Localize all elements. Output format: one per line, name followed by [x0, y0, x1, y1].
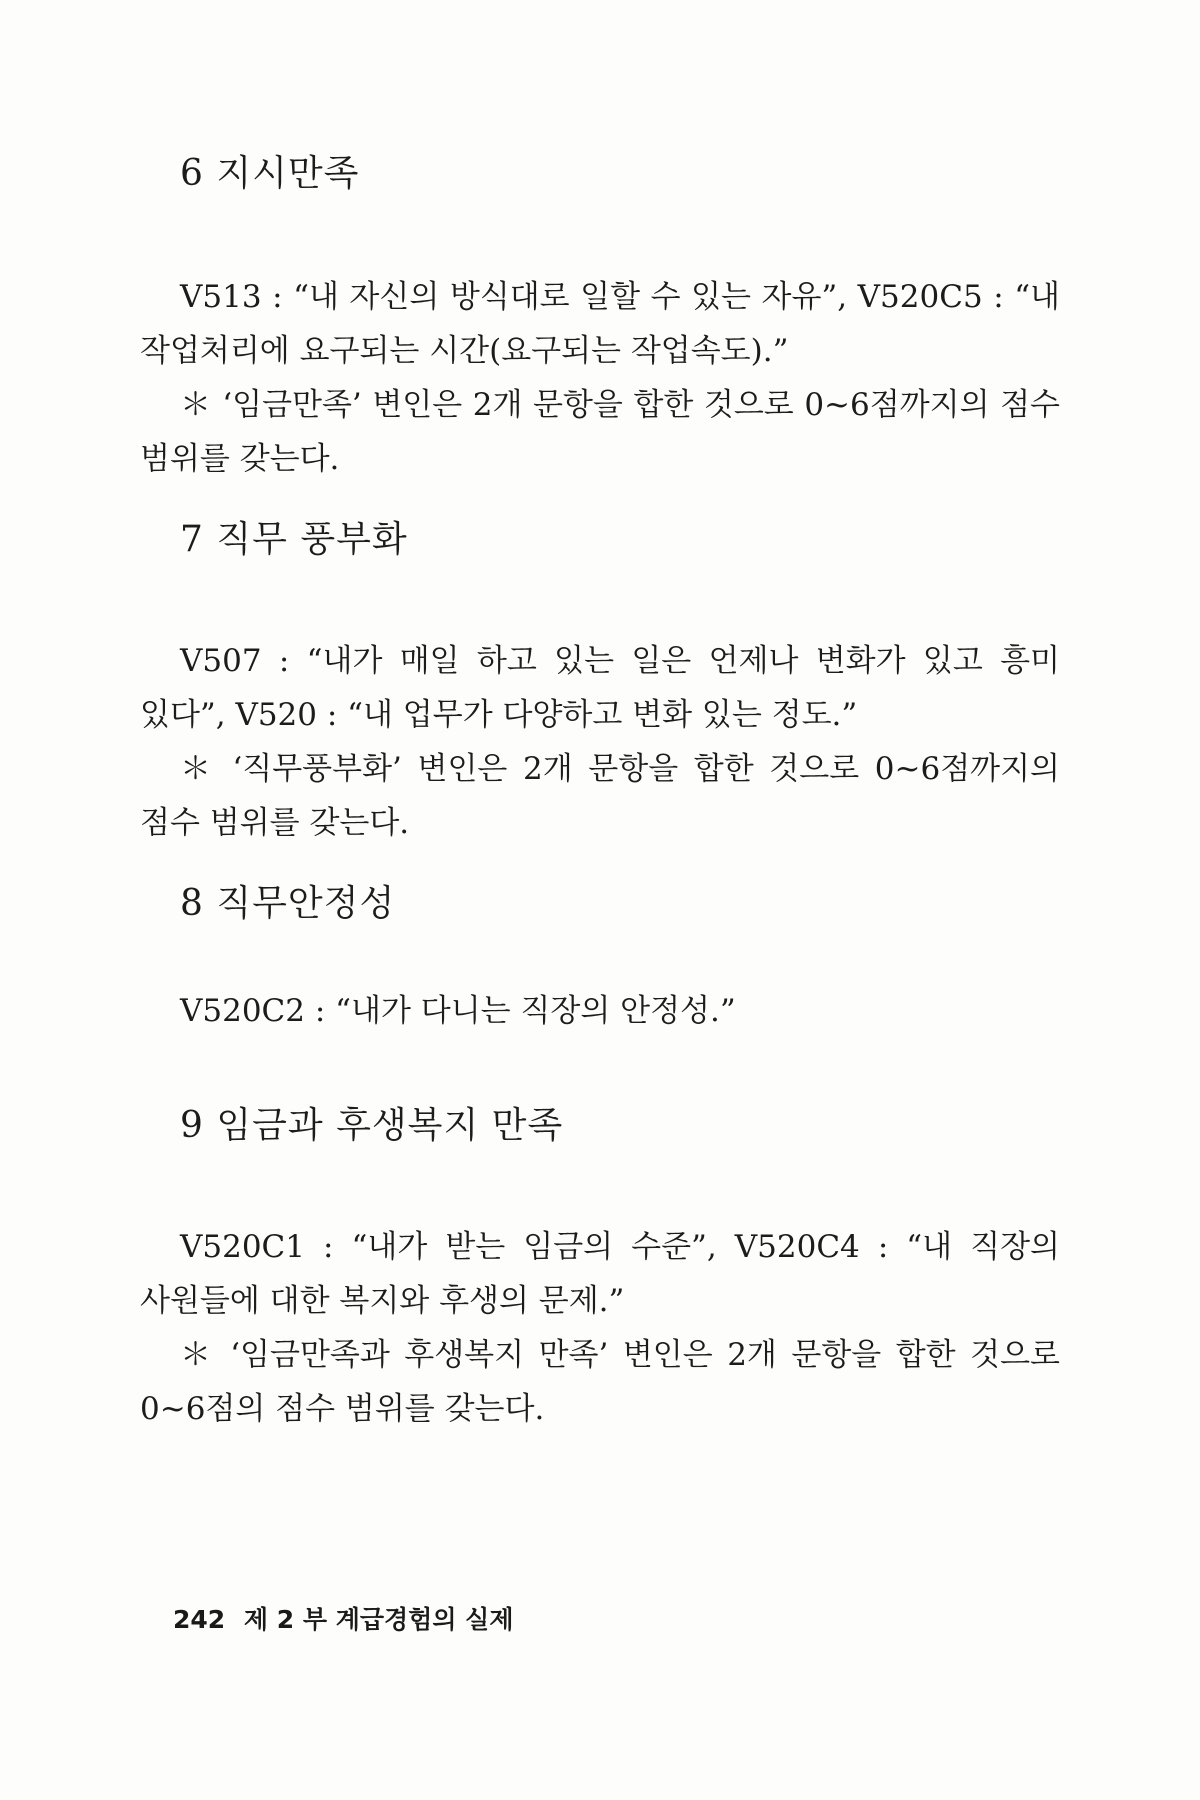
section-heading: 9 임금과 후생복지 만족 [180, 1105, 564, 1146]
section-7 [140, 518, 1060, 850]
section-heading: 6 지시만족 [180, 153, 360, 194]
section-paragraph: V507 : “내가 매일 하고 있는 일은 언제나 변화가 있고 흥미 있다”, V520 : “내 업무가 다양하고 변화 있는 정도.” [140, 643, 1060, 733]
section-6 [140, 152, 1060, 486]
section-paragraph: V513 : “내 자신의 방식대로 일할 수 있는 자유”, V520C5 : “내 작업처리에 요구되는 시간(요구되는 작업속도).” [140, 279, 1060, 369]
page-footer [173, 1600, 513, 1636]
section-paragraph: V520C2 : “내가 다니는 직장의 안정성.” [180, 993, 736, 1029]
section-8 [140, 882, 1060, 1038]
section-heading: 7 직무 풍부화 [180, 519, 408, 560]
section-note: ＊ ‘임금만족과 후생복지 만족’ 변인은 2개 문항을 합한 것으로 0~6점의 점수 범위를 갖는다. [140, 1337, 1060, 1427]
running-title: 제 2 부 계급경험의 실제 [243, 1605, 514, 1634]
section-note: ＊ ‘임금만족’ 변인은 2개 문항을 합한 것으로 0~6점까지의 점수 범위를 갖는다. [140, 387, 1060, 477]
section-9 [140, 1104, 1060, 1436]
section-paragraph: V520C1 : “내가 받는 임금의 수준”, V520C4 : “내 직장의 사원들에 대한 복지와 후생의 문제.” [140, 1229, 1060, 1319]
page-number: 242 [173, 1605, 226, 1634]
section-heading: 8 직무안정성 [180, 883, 396, 924]
section-note: ＊ ‘직무풍부화’ 변인은 2개 문항을 합한 것으로 0~6점까지의 점수 범위를 갖는다. [140, 751, 1060, 841]
